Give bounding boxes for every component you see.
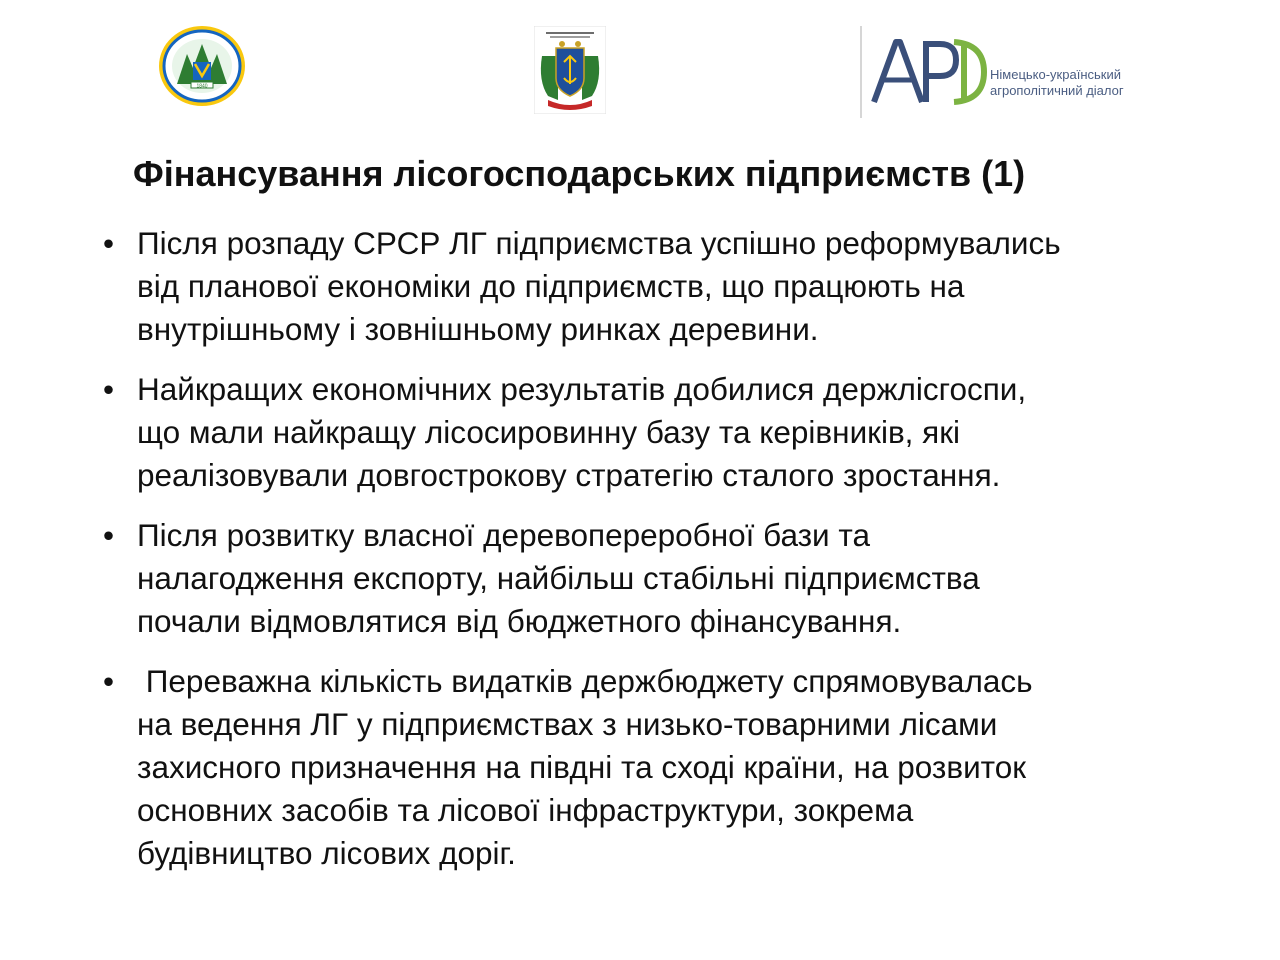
bullet-marker: • bbox=[103, 663, 115, 699]
bullet-text: Найкращих економічних результатів добилися держлісгоспи, що мали найкращу лісосировинну базу та керівників, які реалізовували довгострокову стратегію сталого зростання. bbox=[137, 371, 1027, 493]
logo-divider bbox=[860, 26, 862, 118]
list-item bbox=[103, 368, 1223, 497]
university-emblem-logo bbox=[157, 24, 247, 108]
bullet-list bbox=[103, 222, 1223, 892]
apd-caption-line-1: Німецько-український bbox=[990, 67, 1121, 82]
coat-of-arms-icon bbox=[534, 26, 606, 114]
list-item bbox=[103, 660, 1223, 875]
apd-letters-icon bbox=[870, 34, 988, 112]
apd-caption bbox=[990, 67, 1124, 99]
bullet-marker: • bbox=[103, 517, 115, 553]
bullet-text: Після розпаду СРСР ЛГ підприємства успішно реформувались від планової економіки до підприємств, що працюють на внутрішньому і зовнішньому ринках деревини. bbox=[137, 225, 1061, 347]
apd-caption-line-2: агрополітичний діалог bbox=[990, 83, 1124, 98]
apd-logo bbox=[860, 26, 1150, 118]
bullet-text: Після розвитку власної деревопереробної бази та налагодження експорту, найбільш стабільні підприємства почали відмовлятися від бюджетного фінансування. bbox=[137, 517, 980, 639]
bullet-marker: • bbox=[103, 371, 115, 407]
bullet-marker: • bbox=[103, 225, 115, 261]
apd-letters-mark bbox=[870, 34, 988, 112]
university-emblem-icon bbox=[157, 24, 247, 108]
coat-of-arms-logo bbox=[534, 26, 606, 114]
emblem-year-text: 1840 bbox=[196, 83, 208, 90]
list-item bbox=[103, 514, 1223, 643]
slide-title: Фінансування лісогосподарських підприємств (1) bbox=[133, 153, 1026, 194]
list-item bbox=[103, 222, 1223, 351]
bullet-text: Переважна кількість видатків держбюджету спрямовувалась на ведення ЛГ у підприємствах з низько-товарними лісами захисного призначення на півдні та сході країни, на розвиток основних засобів та лісової інфраструктури, зокрема будівництво лісових доріг. bbox=[137, 663, 1033, 871]
